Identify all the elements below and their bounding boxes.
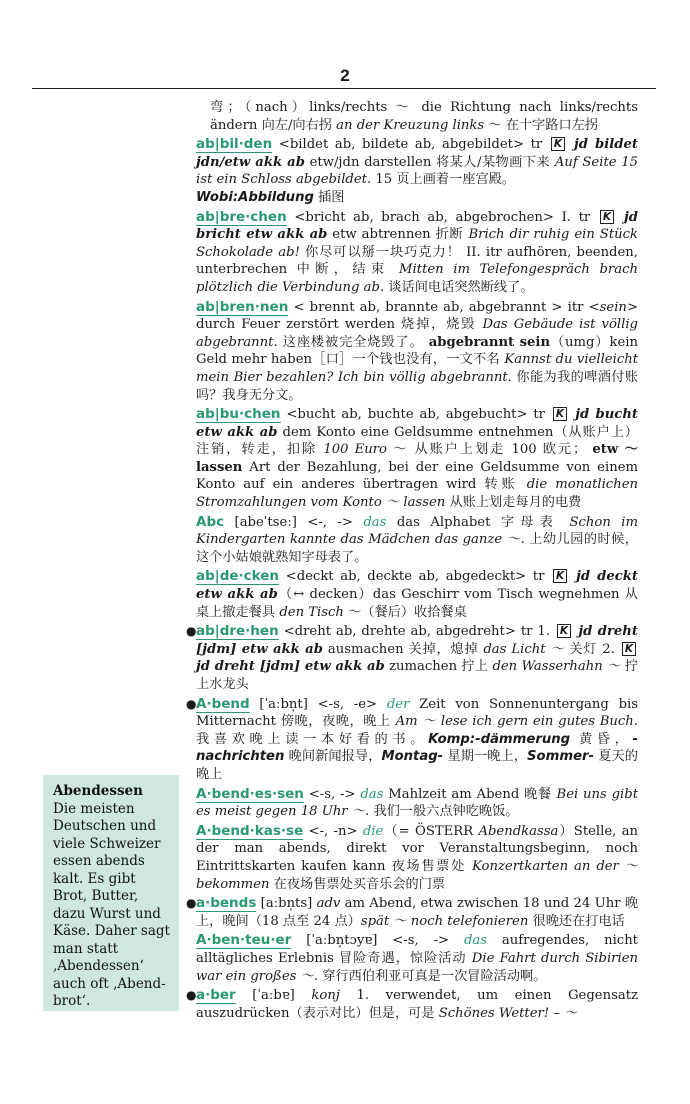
- gender: die: [362, 823, 384, 839]
- example: Schon im Kindergarten kannte das Mädchen das ganze ～.: [196, 514, 638, 548]
- sub-entry: etw ～ lassen: [196, 442, 638, 475]
- example: die monatlichen Stromzahlungen vom Konto ～ lassen: [196, 477, 638, 511]
- definition: 弯；（nach）links/rechts ～ die Richtung nach links/rechts ändern 向左/向右拐: [210, 100, 638, 133]
- translation: 从账上划走每月的电费: [445, 495, 582, 511]
- definition: ）Stelle, an der man abends, direkt vor Veranstaltungsbeginn, noch Eintrittskarten kaufen kann 夜场售票处: [196, 823, 639, 874]
- example: an der Kreuzung links: [336, 117, 485, 133]
- headword: a·ber: [196, 987, 236, 1004]
- translation: 谈话间电话突然断线了。: [384, 279, 534, 295]
- definition: ausmachen 关掉，熄掉: [322, 641, 484, 657]
- translation: 我们一般六点钟吃晚饭。: [369, 804, 519, 820]
- definition: Zeit von Sonnenuntergang bis Mitternacht 傍晚，夜晚，晚上: [196, 696, 638, 730]
- forms: <-, -n>: [303, 823, 363, 839]
- gender: das: [463, 933, 488, 949]
- part-of-speech: adv: [316, 896, 341, 912]
- info-box-title: Abendessen: [53, 783, 143, 799]
- example: Am ～ lese ich gern ein gutes Buch.: [395, 714, 638, 730]
- info-box-abendessen: [43, 775, 179, 1011]
- forms: <bricht ab, brach ab, abgebrochen> I. tr: [286, 209, 598, 225]
- pattern: jd deckt etw akk ab: [196, 569, 638, 603]
- entry-abdecken: [196, 568, 638, 621]
- compound-translation: 夏天的晚上: [196, 749, 638, 782]
- headword: ab|bre·chen: [196, 208, 287, 225]
- headword: ab|bil·den: [196, 136, 273, 153]
- forms: < brennt ab, brannte ab, abgebrannt > itr <: [288, 299, 600, 315]
- translation: ～（餐后）收拾餐桌: [343, 604, 467, 620]
- translation: 拧上水龙头: [196, 659, 638, 692]
- gender: das: [360, 786, 384, 802]
- pronunciation: [ˈaːbn̩t] <-s, -e>: [249, 696, 387, 712]
- wobi-reference: Wobi:Abbildung: [196, 189, 314, 205]
- variant: Abendkassa: [478, 823, 559, 839]
- example: Mitten im Telefongespräch brach plötzlich die Verbindung ab.: [196, 262, 638, 295]
- entry-abbrechen: [196, 209, 638, 297]
- definition: Art der Bezahlung, bei der eine Geldsumme von einem Konto auf ein anderes übertragen wird 转账: [196, 459, 638, 493]
- forms: <bildet ab, bildete ab, abgebildet> tr: [272, 137, 549, 153]
- example: 100 Euro: [323, 442, 387, 458]
- translation: 关灯 2.: [564, 641, 620, 657]
- gender: der: [386, 696, 410, 712]
- bullet-icon: ●: [186, 896, 197, 911]
- definition: （↔ decken）das Geschirr vom Tisch wegnehmen 从桌上撤走餐具: [196, 587, 638, 620]
- entry-abdrehen: [186, 623, 638, 693]
- example: das Licht ～: [483, 641, 565, 657]
- entry-abbuchen: [196, 406, 638, 512]
- translation: 上幼儿园的时候，这个小姑娘就熟知字母表了。: [196, 532, 638, 565]
- pattern: jd bildet jdn/etw akk ab: [196, 137, 638, 170]
- definition: etw/jdn darstellen 将某人/某物画下来: [304, 154, 555, 170]
- headword: A·bend·kas·se: [196, 822, 304, 839]
- definition: das Alphabet 字母表: [386, 514, 570, 530]
- pronunciation: [aːbn̩ts]: [256, 896, 317, 912]
- entry-abends: [186, 895, 639, 930]
- forms: <dreht ab, drehte ab, abgedreht> tr 1.: [278, 624, 555, 640]
- headword: A·bend·es·sen: [196, 785, 304, 802]
- compound: Montag-: [381, 749, 444, 765]
- example: Die Fahrt durch Sibirien war ein großes ～.: [196, 950, 638, 984]
- entry-abendkasse: [196, 823, 638, 893]
- headword: ab|bu·chen: [196, 406, 281, 423]
- translation: 穿行西伯利亚可真是一次冒险活动啊。: [318, 968, 547, 984]
- translation: 在夜场售票处买音乐会的门票: [269, 876, 446, 892]
- forms: <-s, ->: [303, 786, 361, 802]
- definition: aufregendes, nicht alltägliches Erlebnis 冒险奇遇，惊险活动: [196, 933, 638, 966]
- bullet-icon: ●: [186, 696, 197, 711]
- headword: ab|dre·hen: [196, 623, 279, 640]
- valency-box: K: [557, 624, 571, 638]
- pronunciation: [abeˈtseː] <-, ->: [224, 514, 364, 530]
- auxiliary: sein: [599, 299, 627, 315]
- headword: ab|de·cken: [196, 568, 280, 585]
- example: Brich dir ruhig ein Stück Schokolade ab!: [196, 227, 638, 260]
- translation: ～ 从账户上划走 100 欧元；: [387, 442, 587, 458]
- definition: > durch Feuer zerstört werden 烧掉，烧毁: [196, 299, 638, 333]
- definition: Mahlzeit am Abend 晚餐: [383, 786, 557, 802]
- translation: 我喜欢晚上读一本好看的书。: [196, 731, 429, 747]
- info-box-text: Die meisten Deutschen und viele Schweizer essen abends kalt. Es gibt Brot, Butter, dazu Wurst und Käse. Daher sagt man statt ‚Abendessen‘ auch oft ‚Abend-brot‘.: [53, 800, 170, 1009]
- entry-abend: [186, 695, 638, 784]
- entry-abbrennen: [196, 299, 638, 405]
- gender: das: [363, 514, 387, 530]
- valency-box: K: [600, 210, 614, 224]
- entry-abc: [196, 514, 638, 567]
- example: den Tisch: [279, 604, 344, 620]
- definition: （umg）kein Geld mehr haben［口］一个钱也没有，一文不名: [196, 334, 638, 368]
- compound: -nachrichten: [196, 731, 638, 765]
- definition: 1. verwendet, um einen Gegensatz auszudrücken（表示对比）但是，可是: [196, 988, 638, 1021]
- headword: a·bends: [196, 895, 257, 912]
- pattern: jd dreht [jdm] etw akk ab: [196, 624, 638, 657]
- example: Auf Seite 15 ist ein Schloss abgebildet.: [196, 154, 638, 188]
- pattern: jd bricht etw akk ab: [196, 209, 638, 243]
- pattern: jd dreht [jdm] etw akk ab: [196, 659, 385, 675]
- headword: A·ben·teu·er: [196, 932, 292, 949]
- definition: zumachen 拧上: [384, 659, 493, 675]
- compound-translation: 星期一晚上，: [443, 749, 528, 765]
- entry-abenteuer: [196, 932, 638, 985]
- example: Schönes Wetter! – ～: [438, 1005, 578, 1021]
- definition: etw abtrennen 折断: [327, 227, 469, 243]
- entry-aber: [186, 987, 638, 1022]
- headword: A·bend: [196, 695, 250, 712]
- sub-entry: abgebrannt sein: [428, 334, 551, 350]
- compound: Sommer-: [527, 749, 594, 765]
- valency-box: K: [622, 642, 636, 656]
- entry-continuation: [196, 99, 638, 134]
- example: Das Gebäude ist völlig abgebrannt.: [196, 317, 639, 350]
- headword: Abc: [196, 513, 225, 530]
- compound-label: Komp:-dämmerung: [428, 731, 571, 747]
- example: Konzertkarten an der ～ bekommen: [196, 858, 638, 892]
- definition: am Abend, etwa zwischen 18 und 24 Uhr 晚上，晚间（18 点至 24 点）: [196, 896, 639, 929]
- translation: 你尽可以掰一块巧克力！ II. itr aufhören, beenden, unterbrechen 中断，结束: [196, 244, 638, 278]
- wobi-translation: 插图: [313, 189, 345, 205]
- page-number: 2: [340, 66, 350, 85]
- header-rule: [32, 88, 656, 89]
- bullet-icon: ●: [186, 988, 197, 1003]
- translation: 15 页上画着一座宫殿。: [371, 172, 516, 188]
- valency-box: K: [553, 407, 567, 421]
- pronunciation: [ˈaːbn̩tɔyɐ] <-s, ->: [291, 933, 464, 949]
- pronunciation: [ˈaːbɐ]: [235, 988, 312, 1004]
- example: Kannst du vielleicht mein Bier bezahlen? Ich bin völlig abgebrannt.: [196, 352, 638, 385]
- example: den Wasserhahn ～: [492, 659, 621, 675]
- forms: <deckt ab, deckte ab, abgedeckt> tr: [279, 569, 552, 585]
- valency-box: K: [553, 569, 567, 583]
- translation: 这座楼被完全烧毁了。: [277, 334, 424, 350]
- part-of-speech: konj: [311, 988, 340, 1004]
- translation: 很晚还在打电话: [528, 913, 625, 929]
- entry-abbilden: [196, 136, 638, 206]
- bullet-icon: ●: [186, 624, 197, 639]
- forms: <bucht ab, buchte ab, abgebucht> tr: [280, 407, 551, 423]
- entry-abendessen: [196, 786, 638, 821]
- pattern: jd bucht etw akk ab: [196, 407, 638, 440]
- headword: ab|bren·nen: [196, 298, 289, 315]
- definition: dem Konto eine Geldsumme entnehmen（从账户上）注销，转走，扣除: [196, 424, 638, 458]
- valency-box: K: [551, 137, 565, 151]
- dictionary-column: [186, 99, 639, 1024]
- compound-translation: 黄昏，: [570, 731, 633, 747]
- example: Bei uns gibt es meist gegen 18 Uhr ～.: [196, 786, 638, 820]
- translation: 你能为我的啤酒付账吗？我身无分文。: [196, 369, 638, 403]
- example: spät ～ noch telefonieren: [360, 913, 529, 929]
- definition: （= ÖSTERR: [383, 823, 479, 839]
- translation: ～ 在十字路口左拐: [484, 117, 599, 133]
- compound-translation: 晚间新闻报导，: [284, 749, 382, 765]
